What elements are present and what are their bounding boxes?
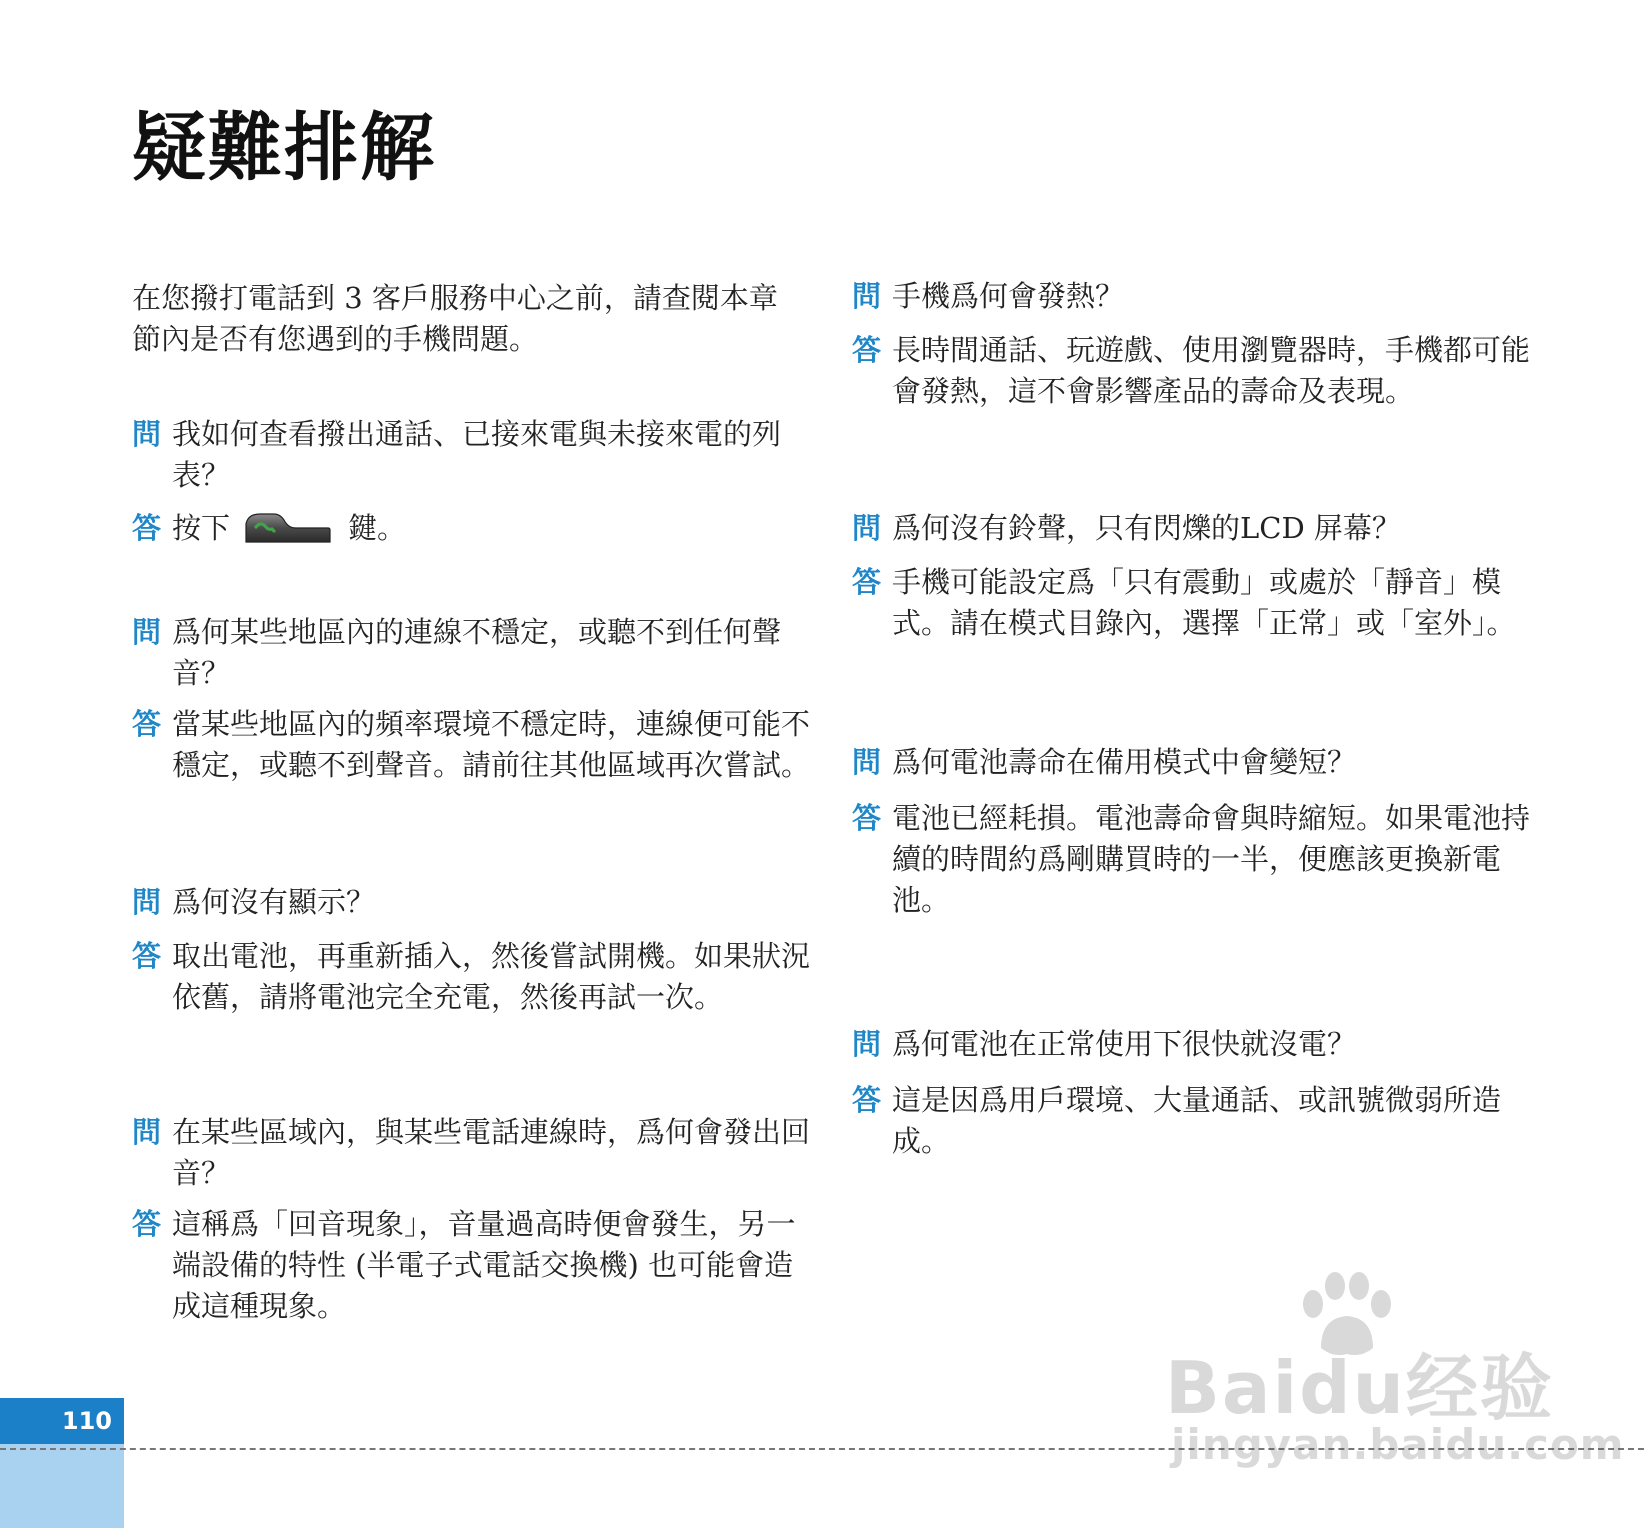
answer-marker: 答 xyxy=(132,1207,162,1241)
question-marker: 問 xyxy=(132,417,162,451)
question-text: 我如何查看撥出通話、已接來電與未接來電的列表？ xyxy=(172,417,782,492)
answer-text-before-key: 按下 xyxy=(172,511,231,545)
question-row xyxy=(852,1024,1532,1065)
answer-text: 長時間通話、玩遊戲、使用瀏覽器時，手機都可能會發熱，這不會影響產品的壽命及表現。 xyxy=(892,333,1531,408)
question-row xyxy=(852,742,1532,783)
answer-row xyxy=(852,1080,1532,1162)
answer-marker: 答 xyxy=(852,1083,882,1117)
answer-row xyxy=(132,1204,812,1327)
question-row xyxy=(132,612,812,694)
answer-marker: 答 xyxy=(132,511,162,545)
answer-text: 這是因爲用戶環境、大量通話、或訊號微弱所造成。 xyxy=(892,1083,1502,1158)
question-text: 爲何電池在正常使用下很快就沒電？ xyxy=(892,1027,1357,1061)
question-text: 爲何電池壽命在備用模式中會變短？ xyxy=(892,745,1357,779)
question-text: 在某些區域內，與某些電話連線時，爲何會發出回音？ xyxy=(172,1115,811,1190)
answer-row xyxy=(132,936,812,1018)
question-marker: 問 xyxy=(132,1115,162,1149)
answer-row xyxy=(852,562,1532,644)
watermark xyxy=(1165,1270,1625,1470)
answer-text xyxy=(172,508,812,549)
answer-marker: 答 xyxy=(852,801,882,835)
answer-text: 這稱爲「回音現象」，音量過高時便會發生，另一端設備的特性 (半電子式電話交換機) 也可能會造成這種現象。 xyxy=(172,1207,796,1323)
answer-row xyxy=(132,508,812,549)
answer-row xyxy=(852,798,1532,921)
question-text: 爲何沒有顯示？ xyxy=(172,885,376,919)
question-marker: 問 xyxy=(852,511,882,545)
page-title: 疑難排解 xyxy=(132,105,436,191)
answer-text: 取出電池，再重新插入，然後嘗試開機。如果狀況依舊，請將電池完全充電，然後再試一次。 xyxy=(172,939,811,1014)
right-column xyxy=(852,0,1532,1400)
question-text: 爲何沒有鈴聲，只有閃爍的LCD 屏幕？ xyxy=(892,511,1401,545)
call-send-key-icon xyxy=(244,512,332,544)
answer-row xyxy=(132,704,812,786)
question-row xyxy=(132,882,812,923)
question-text: 手機爲何會發熱？ xyxy=(892,279,1125,313)
intro-paragraph: 在您撥打電話到 3 客戶服務中心之前，請查閱本章節內是否有您遇到的手機問題。 xyxy=(132,281,778,356)
left-column xyxy=(132,0,812,1400)
question-row xyxy=(132,414,812,496)
answer-text: 當某些地區內的頻率環境不穩定時，連線便可能不穩定，或聽不到聲音。請前往其他區域再次嘗試。 xyxy=(172,707,811,782)
answer-text: 手機可能設定爲「只有震動」或處於「靜音」模式。請在模式目錄內，選擇「正常」或「室外」。 xyxy=(892,565,1516,640)
question-marker: 問 xyxy=(852,279,882,313)
watermark-logo: Baidu经验 xyxy=(1165,1346,1554,1430)
answer-marker: 答 xyxy=(852,333,882,367)
answer-marker: 答 xyxy=(132,707,162,741)
question-row xyxy=(132,1112,812,1194)
question-row xyxy=(852,276,1532,317)
question-marker: 問 xyxy=(132,615,162,649)
question-marker: 問 xyxy=(852,1027,882,1061)
question-marker: 問 xyxy=(852,745,882,779)
answer-marker: 答 xyxy=(132,939,162,973)
answer-text: 電池已經耗損。電池壽命會與時縮短。如果電池持續的時間約爲剛購買時的一半，便應該更換新電池。 xyxy=(892,801,1531,917)
question-marker: 問 xyxy=(132,885,162,919)
answer-text-after-key: 鍵。 xyxy=(348,511,407,545)
answer-marker: 答 xyxy=(852,565,882,599)
answer-row xyxy=(852,330,1532,412)
question-row xyxy=(852,508,1532,549)
watermark-url: jingyan.baidu.com xyxy=(1171,1420,1625,1469)
question-text: 爲何某些地區內的連線不穩定，或聽不到任何聲音？ xyxy=(172,615,782,690)
page-number: 110 xyxy=(0,1398,124,1444)
